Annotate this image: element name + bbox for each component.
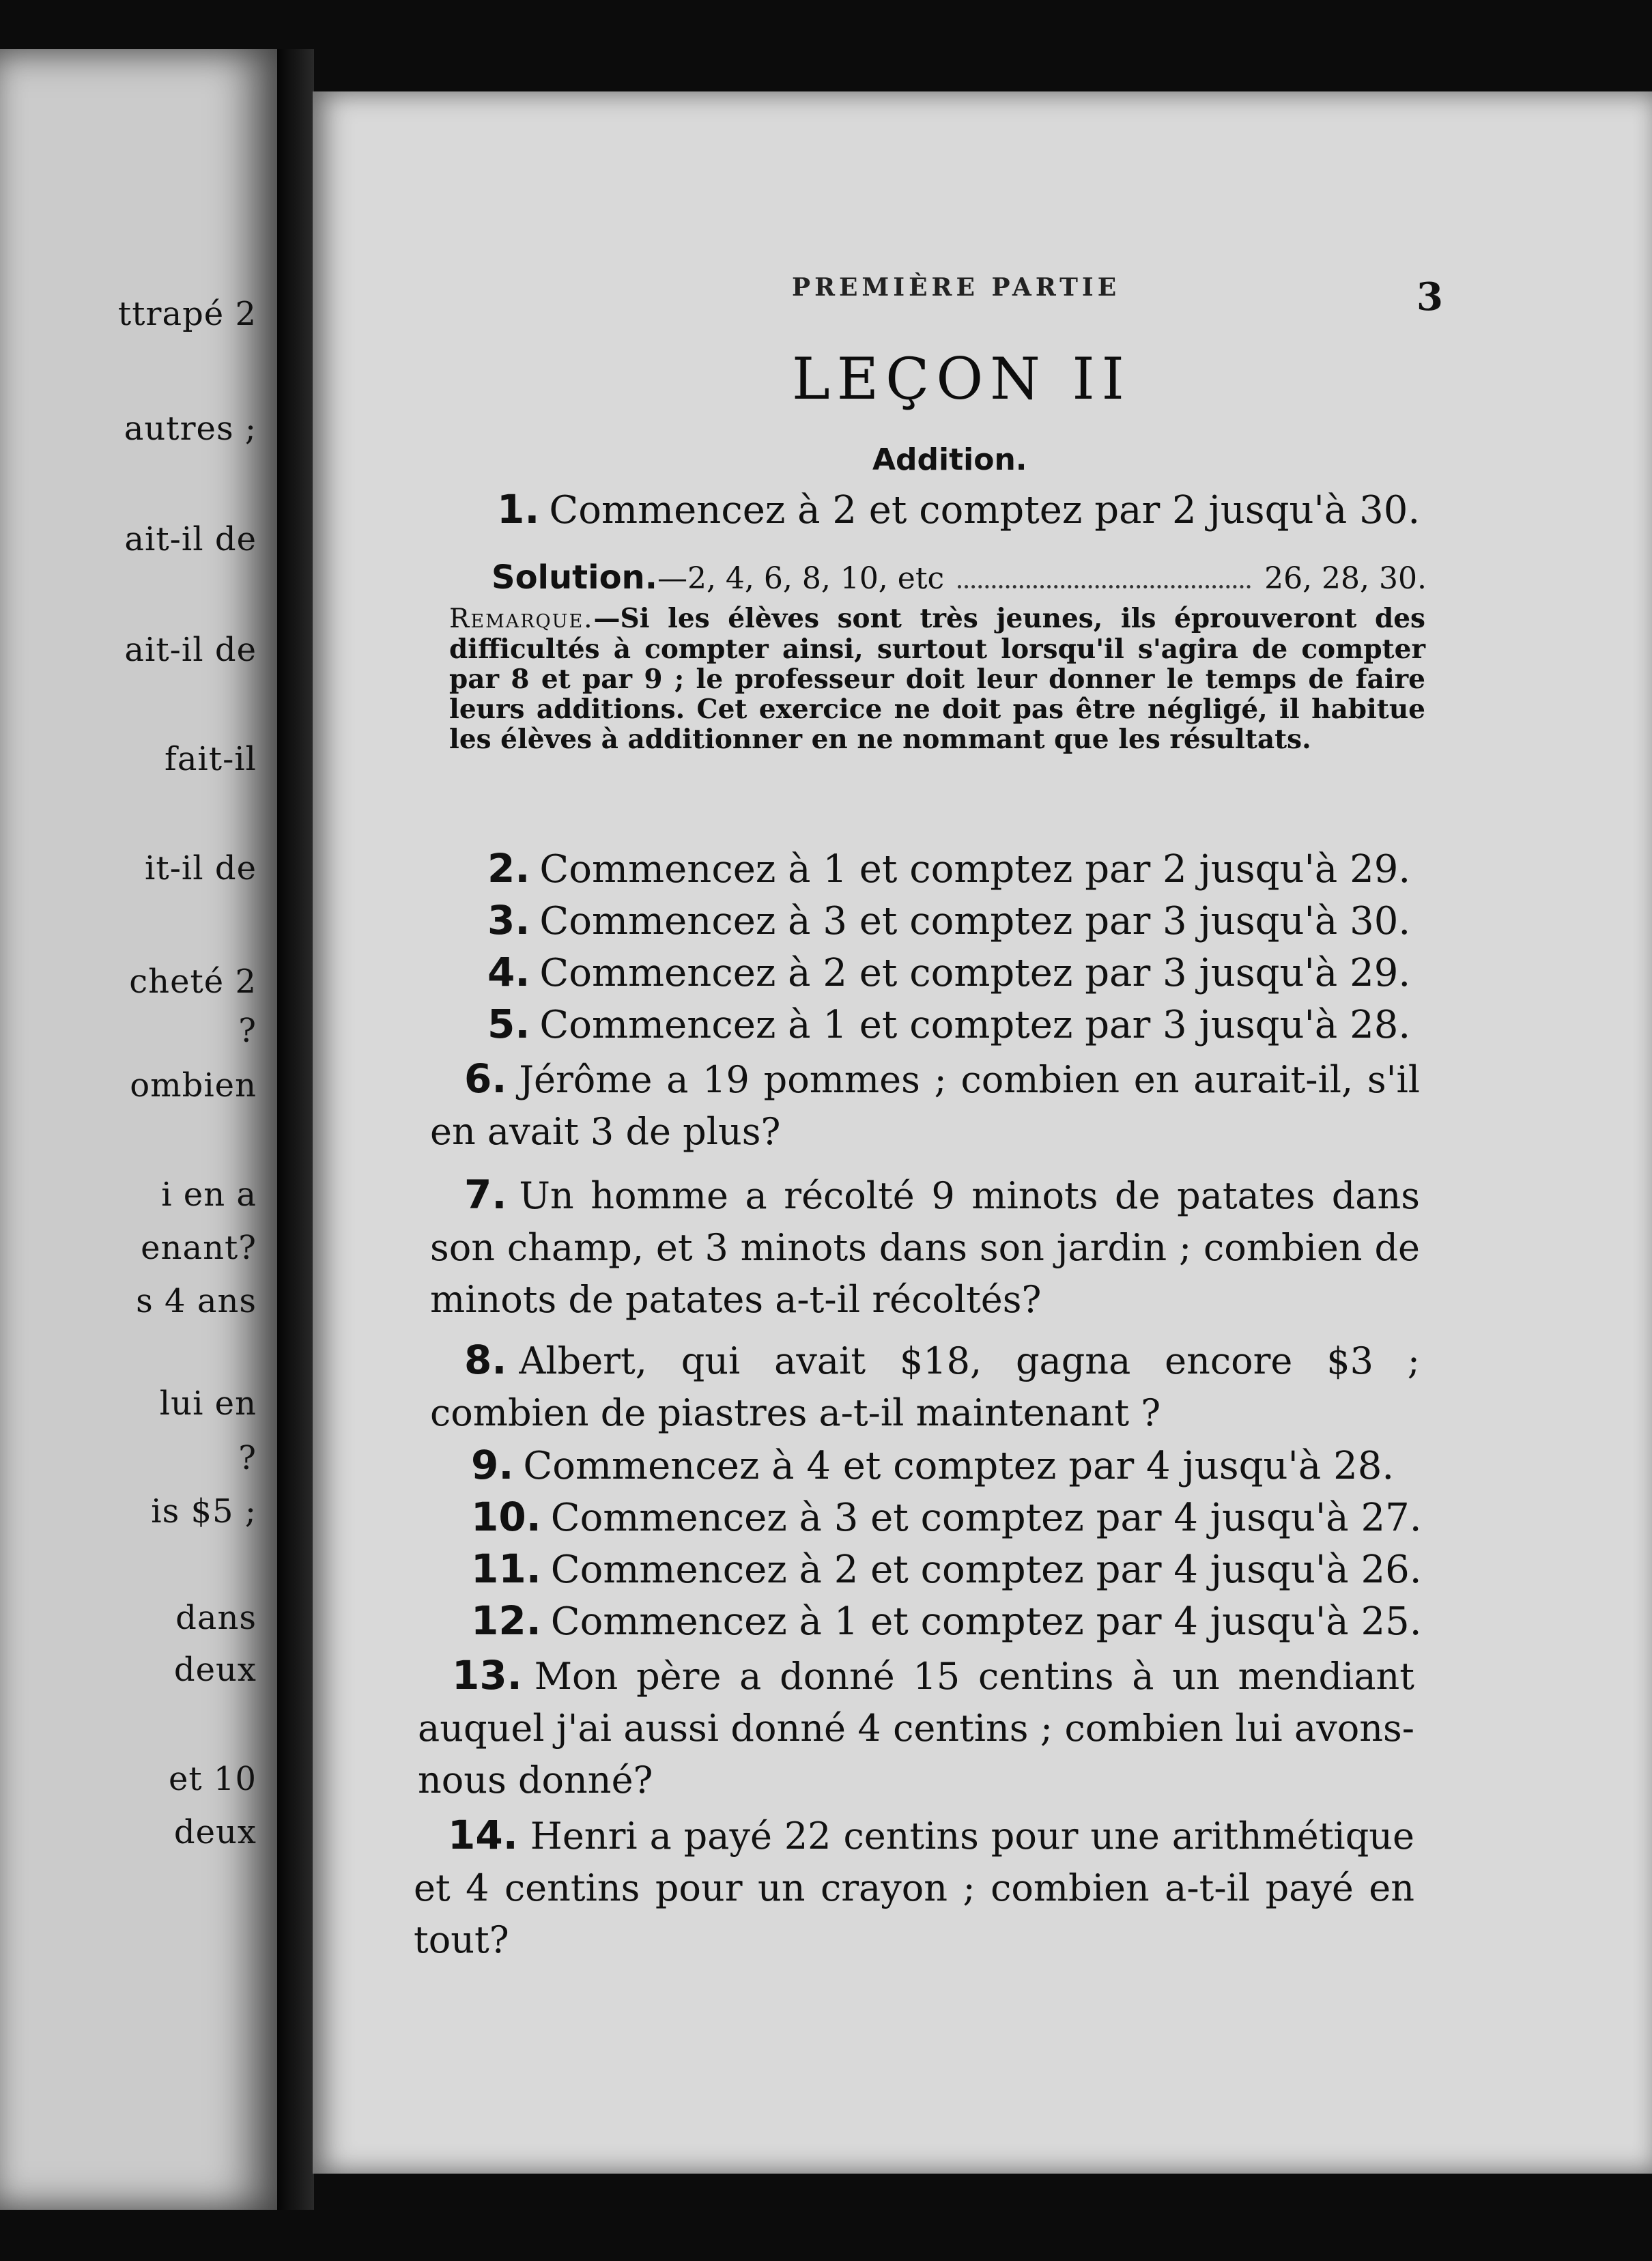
remark-label: Remarque. [449, 603, 594, 634]
left-page-line: dans [175, 1599, 257, 1637]
left-page-line: i en a [161, 1176, 257, 1214]
running-head: PREMIÈRE PARTIE [792, 273, 1121, 302]
left-page-line: deux [173, 1813, 257, 1851]
remark-paragraph [449, 603, 1425, 754]
exercise-number: 7. [464, 1171, 507, 1218]
solution-start: —2, 4, 6, 8, 10, etc [657, 561, 945, 596]
exercise-number: 12. [471, 1597, 541, 1644]
exercise-text: Commencez à 3 et comptez par 4 jusqu'à 27. [550, 1496, 1422, 1540]
exercise-number: 9. [471, 1442, 514, 1488]
exercise-1 [497, 486, 1420, 532]
left-page-line: autres ; [124, 410, 257, 448]
exercise-text: Commencez à 4 et comptez par 4 jusqu'à 28. [523, 1444, 1395, 1488]
left-page-line: ombien [130, 1066, 257, 1105]
left-page-line: fait-il [165, 740, 257, 778]
exercise-14 [414, 1809, 1414, 1966]
exercise-number: 10. [471, 1494, 541, 1540]
exercise-number: 11. [471, 1546, 541, 1592]
remark-text: —Si les élèves sont très jeunes, ils éprouveront des difficultés à compter ainsi, surtout lorsqu'il s'agira de compter par 8 et par 9 ; le professeur doit leur donner le temps de faire leurs additions. Cet exercice ne doit pas être négligé, il habitue les élèves à additionner en ne nommant que les résultats. [449, 603, 1425, 755]
exercise-number: 14. [448, 1812, 518, 1858]
exercise-2 [487, 845, 1410, 892]
left-page-line: ? [238, 1439, 257, 1477]
exercise-9 [471, 1442, 1394, 1488]
left-page-line: it-il de [145, 849, 257, 887]
exercise-3 [487, 897, 1410, 943]
exercise-text: Commencez à 1 et comptez par 4 jusqu'à 25. [550, 1599, 1422, 1644]
exercise-text: Henri a payé 22 centins pour une arithmétique et 4 centins pour un crayon ; combien a-t-il payé en tout? [414, 1815, 1414, 1961]
exercise-text: Commencez à 2 et comptez par 2 jusqu'à 30. [549, 488, 1421, 532]
exercise-4 [487, 949, 1410, 995]
exercise-5 [487, 1001, 1410, 1047]
exercise-7 [430, 1169, 1420, 1326]
left-page [0, 49, 277, 2210]
exercise-text: Commencez à 1 et comptez par 3 jusqu'à 28. [539, 1003, 1411, 1047]
left-page-line: et 10 [168, 1760, 257, 1798]
exercise-number: 6. [464, 1055, 507, 1102]
dot-leader [958, 565, 1251, 588]
exercise-text: Commencez à 1 et comptez par 2 jusqu'à 29. [539, 847, 1411, 892]
left-page-line: enant? [141, 1229, 257, 1267]
left-page-line: deux [173, 1651, 257, 1689]
lesson-title: LEÇON II [792, 345, 1131, 412]
exercise-number: 8. [464, 1337, 507, 1383]
exercise-6 [430, 1053, 1420, 1158]
left-page-line: ttrapé 2 [117, 295, 257, 333]
left-page-line: s 4 ans [136, 1282, 257, 1320]
exercise-text: Un homme a récolté 9 minots de patates dans son champ, et 3 minots dans son jardin ; combien de minots de patates a-t-il récoltés? [430, 1174, 1420, 1321]
exercise-text: Mon père a donné 15 centins à un mendiant auquel j'ai aussi donné 4 centins ; combien lui avons-nous donné? [418, 1655, 1414, 1802]
exercise-number: 2. [487, 845, 530, 892]
page-number: 3 [1416, 274, 1443, 319]
exercise-text: Jérôme a 19 pommes ; combien en aurait-il, s'il en avait 3 de plus? [430, 1058, 1420, 1153]
solution-label: Solution. [492, 558, 657, 597]
exercise-number: 1. [497, 486, 540, 532]
exercise-13 [418, 1649, 1414, 1806]
left-page-line: is $5 ; [151, 1492, 257, 1531]
left-page-line: lui en [159, 1384, 257, 1423]
exercise-text: Commencez à 2 et comptez par 4 jusqu'à 26. [550, 1548, 1422, 1592]
solution-end: 26, 28, 30. [1264, 561, 1427, 596]
exercise-number: 5. [487, 1001, 530, 1047]
solution-line [492, 558, 1427, 597]
exercise-11 [471, 1546, 1422, 1592]
exercise-text: Commencez à 2 et comptez par 3 jusqu'à 29. [539, 951, 1411, 995]
left-page-line: ait-il de [124, 631, 257, 669]
exercise-number: 4. [487, 949, 530, 995]
exercise-number: 3. [487, 897, 530, 943]
exercise-text: Albert, qui avait $18, gagna encore $3 ; combien de piastres a-t-il maintenant ? [430, 1339, 1420, 1434]
exercise-number: 13. [452, 1652, 522, 1698]
left-page-line: ? [238, 1012, 257, 1050]
exercise-12 [471, 1597, 1422, 1644]
section-title: Addition. [872, 442, 1027, 477]
exercise-10 [471, 1494, 1422, 1540]
left-page-line: ait-il de [124, 520, 257, 558]
book-gutter [277, 49, 314, 2210]
exercise-8 [430, 1334, 1420, 1439]
left-page-line: cheté 2 [129, 963, 257, 1001]
exercise-text: Commencez à 3 et comptez par 3 jusqu'à 30. [539, 899, 1411, 943]
